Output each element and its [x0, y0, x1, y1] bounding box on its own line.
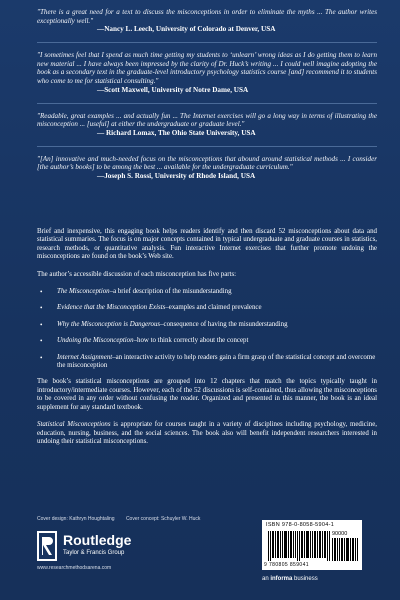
- quote-attribution: — Richard Lomax, The Ohio State University, USA: [97, 128, 256, 137]
- description-section: [37, 228, 377, 455]
- part-desc: –consequence of having the misunderstanding: [160, 320, 288, 328]
- list-item: [37, 354, 377, 371]
- part-title: Undoing the Misconception: [57, 337, 134, 345]
- website-url: www.researchmethodsarena.com: [37, 565, 112, 571]
- addon-barcode-icon: [332, 538, 358, 561]
- quote-text: "[An] innovative and much-needed focus on the misconceptions that abound around statistical methods ... I consider [the author’s books] to be among the best ... available for the undergraduate curriculum.": [37, 154, 377, 172]
- part-desc: –how to think correctly about the concept: [133, 337, 249, 345]
- publisher-name: Routledge: [63, 532, 132, 548]
- bullet-icon: •: [40, 288, 43, 297]
- tagline-suffix: business: [292, 576, 318, 582]
- bullet-icon: •: [40, 304, 43, 313]
- divider: [37, 146, 377, 147]
- part-desc: –examples and claimed prevalence: [165, 304, 262, 312]
- parts-intro: The author’s accessible discussion of each misconception has five parts:: [37, 270, 237, 278]
- cover-concept-credit: Cover concept: Schuyler W. Huck: [125, 516, 201, 522]
- informa-tagline: [262, 576, 318, 582]
- cover-credits: [37, 516, 210, 522]
- quote: [37, 51, 377, 94]
- divider: [37, 103, 377, 104]
- list-item: [37, 304, 377, 312]
- quotes-section: [37, 8, 377, 189]
- quote-text: "I sometimes feel that I spend as much time getting my students to ‘unlearn’ wrong ideas as I do getting them to learn new material ... I have always been impressed by the clarity of Dr. Huck’s writing ... I could well imagine adopting the book as a secondary text in the graduate-level introductory psychology statistics course [and] recommend it to students who come to me for statistical consulting.": [37, 51, 377, 85]
- list-item: [37, 321, 377, 329]
- tagline-prefix: an: [262, 576, 271, 582]
- barcode-icon: [268, 531, 330, 561]
- quote: [37, 112, 377, 138]
- footer: [0, 512, 400, 600]
- quote-attribution: —Scott Maxwell, University of Notre Dame, USA: [97, 85, 249, 94]
- part-title: Evidence that the Misconception Exists: [57, 304, 166, 312]
- audience-paragraph: [37, 421, 377, 446]
- cover-design-credit: Cover design: Kathryn Houghtaling: [37, 516, 115, 522]
- book-title: Statistical Misconceptions: [37, 421, 111, 429]
- quote-text: "There is a great need for a text to discuss the misconceptions in order to eliminate the myths ... The author writes exceptionally well.": [37, 8, 377, 25]
- bullet-icon: •: [40, 337, 43, 346]
- barcode-number: 9 780805 859041: [264, 562, 309, 568]
- publisher-group: Taylor & Francis Group: [63, 550, 125, 556]
- quote-attribution: —Nancy L. Leech, University of Colorado at Denver, USA: [97, 25, 276, 34]
- audience-text: is appropriate for courses taught in a variety of disciplines including psychology, medicine, education, nursing, business, and the social sciences. The book also will benefit independent researchers interested in undoing their statistical misconceptions.: [37, 421, 377, 445]
- barcode-box: [262, 520, 362, 570]
- quote-attribution: —Joseph S. Rossi, University of Rhode Island, USA: [97, 171, 256, 180]
- quote: [37, 155, 377, 181]
- part-desc: –an interactive activity to help readers gain a firm grasp of the statistical concept and overcome the misconception: [57, 353, 376, 370]
- isbn-label: ISBN 978-0-8058-5904-1: [266, 522, 335, 528]
- organization-paragraph: The book’s statistical misconceptions are grouped into 12 chapters that match the topics typically taught in introductory/intermediate courses. However, each of the 52 discussions is self-contained, thus allowing the misconceptions to be covered in any order without confusing the reader. Organized and presented in this manner, the book is an ideal supplement for any standard textbook.: [37, 378, 377, 411]
- routledge-logo-icon: [37, 531, 57, 561]
- part-title: Why the Misconception is Dangerous: [57, 320, 161, 328]
- part-title: The Misconception: [57, 288, 110, 296]
- price-code: 90000: [332, 531, 348, 537]
- part-title: Internet Assignment: [57, 353, 113, 361]
- list-item: [37, 337, 377, 345]
- quote: [37, 8, 377, 34]
- bullet-icon: •: [40, 320, 43, 329]
- divider: [37, 42, 377, 43]
- list-item: [37, 288, 377, 296]
- part-desc: –a brief description of the misunderstanding: [109, 288, 232, 296]
- tagline-brand: informa: [270, 576, 293, 582]
- intro-paragraph: Brief and inexpensive, this engaging book helps readers identify and then discard 52 misconceptions about data and statistical summaries. The focus is on major concepts contained in typical undergraduate and graduate courses in statistics, research methods, or quantitative analysis. Fun interactive Internet exercises that further promote undoing the misconceptions are found on the book’s Web site.: [37, 228, 377, 261]
- quote-text: "Readable, great examples ... and actually fun ... The Internet exercises will go a long way in terms of illustrating the misconception ... [useful] at either the undergraduate or graduate level.": [37, 111, 377, 129]
- parts-list: [37, 288, 377, 370]
- bullet-icon: •: [40, 353, 43, 362]
